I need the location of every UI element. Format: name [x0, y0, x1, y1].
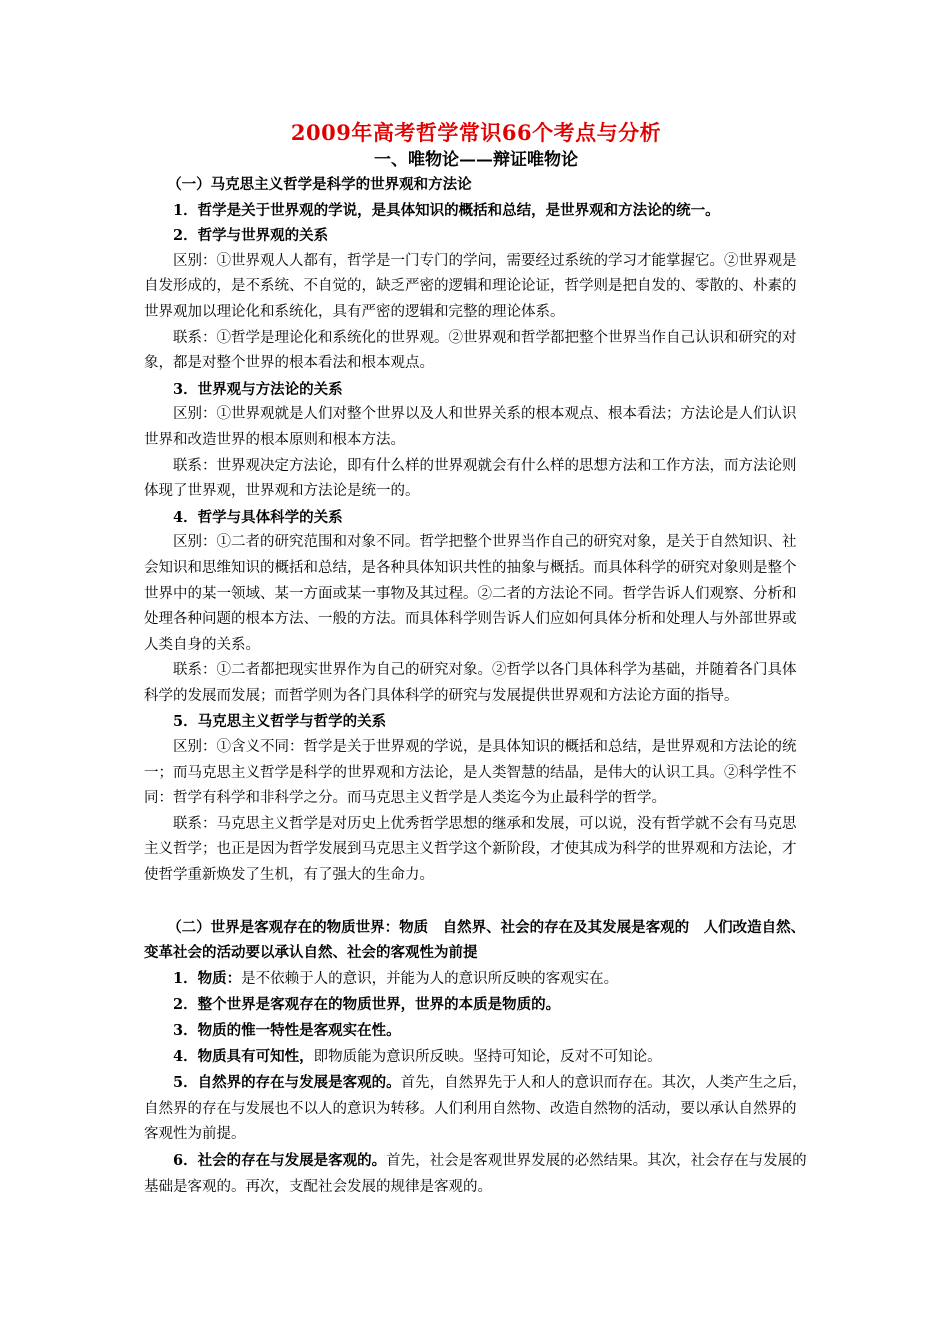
subheading: 5．马克思主义哲学与哲学的关系 — [173, 713, 387, 731]
part-heading: 一、唯物论——辩证唯物论 — [374, 150, 578, 170]
definition: 首先，社会是客观世界发展的必然结果。其次，社会存在与发展的基础是客观的。再次，支配社会发展的规律是客观的。 — [144, 1152, 807, 1195]
paragraph — [144, 1148, 808, 1200]
subheading: 4．哲学与具体科学的关系 — [173, 508, 343, 526]
paragraph — [144, 1070, 808, 1148]
paragraph: 联系：①二者都把现实世界作为自己的研究对象。②哲学以各门具体科学为基础，并随着各门具体科学的发展而发展；而哲学则为各门具体科学的研究与发展提供世界观和方法论方面的指导。 — [144, 662, 797, 704]
paragraph — [144, 1044, 808, 1071]
paragraph: 区别：①二者的研究范围和对象不同。哲学把整个世界当作自己的研究对象，是关于自然知识、社会知识和思维知识的概括和总结，是各种具体知识共性的抽象与概括。而具体科学的研究对象则是整个世界中的某一领域、某一方面或某一事物及其过程。②二者的方法论不同。哲学告诉人们观察、分析和处理各种问题的根本方法、一般的方法。而具体科学则告诉人们应如何具体分析和处理人与外部世界或人类自身的关系。 — [144, 534, 797, 653]
paragraph: 区别：①含义不同：哲学是关于世界观的学说，是具体知识的概括和总结，是世界观和方法论的统一；而马克思主义哲学是科学的世界观和方法论，是人类智慧的结晶，是伟大的认识工具。②科学性不同：哲学有科学和非科学之分。而马克思主义哲学是人类迄今为止最科学的哲学。 — [144, 739, 797, 807]
paragraph: 区别：①世界观人人都有，哲学是一门专门的学问，需要经过系统的学习才能掌握它。②世界观是自发形成的，是不系统、不自觉的，缺乏严密的逻辑和理论论证，哲学则是把自发的、零散的、朴素的世界观加以理论化和系统化，具有严密的逻辑和完整的理论体系。 — [144, 252, 797, 320]
definition: 即物质能为意识所反映。坚持可知论，反对不可知论。 — [313, 1048, 662, 1065]
term: 4．物质具有可知性， — [173, 1047, 314, 1065]
paragraph — [144, 966, 808, 993]
paragraph: 联系：①哲学是理论化和系统化的世界观。②世界观和哲学都把整个世界当作自己认识和研究的对象，都是对整个世界的根本看法和根本观点。 — [144, 329, 797, 372]
paragraph: 3．物质的惟一特性是客观实在性。 — [173, 1022, 401, 1039]
document-title: 2009年高考哲学常识66个考点与分析 — [290, 120, 662, 145]
definition: 首先，自然界先于人和人的意识而存在。其次，人类产生之后，自然界的存在与发展也不以人的意识为转移。人们利用自然物、改造自然物的活动，要以承认自然界的客观性为前提。 — [144, 1075, 807, 1143]
paragraph: 区别：①世界观就是人们对整个世界以及人和世界关系的根本观点、根本看法；方法论是人们认识世界和改造世界的根本原则和根本方法。 — [144, 406, 797, 448]
paragraph: 联系：马克思主义哲学是对历史上优秀哲学思想的继承和发展，可以说，没有哲学就不会有马克思主义哲学；也正是因为哲学发展到马克思主义哲学这个新阶段，才使其成为科学的世界观和方法论，才使哲学重新焕发了生机，有了强大的生命力。 — [144, 815, 797, 884]
definition: 是不依赖于人的意识，并能为人的意识所反映的客观实在。 — [241, 970, 619, 987]
spacer — [144, 889, 808, 915]
section-heading: （二）世界是客观存在的物质世界：物质 自然界、社会的存在及其发展是客观的 人们改造自然、变革社会的活动要以承认自然、社会的客观性为前提 — [144, 918, 806, 962]
term: 6．社会的存在与发展是客观的。 — [173, 1151, 387, 1169]
term: 1．物质： — [173, 969, 242, 987]
paragraph: 联系：世界观决定方法论，即有什么样的世界观就会有什么样的思想方法和工作方法，而方法论则体现了世界观，世界观和方法论是统一的。 — [144, 457, 797, 500]
subheading: 2．哲学与世界观的关系 — [173, 227, 329, 245]
term: 5．自然界的存在与发展是客观的。 — [173, 1074, 401, 1092]
section-heading: （一）马克思主义哲学是科学的世界观和方法论 — [167, 176, 472, 193]
subheading: 3．世界观与方法论的关系 — [173, 380, 343, 398]
paragraph: 1．哲学是关于世界观的学说，是具体知识的概括和总结，是世界观和方法论的统一。 — [173, 201, 720, 219]
document-page — [144, 118, 808, 1200]
paragraph: 2．整个世界是客观存在的物质世界，世界的本质是物质的。 — [173, 996, 561, 1014]
